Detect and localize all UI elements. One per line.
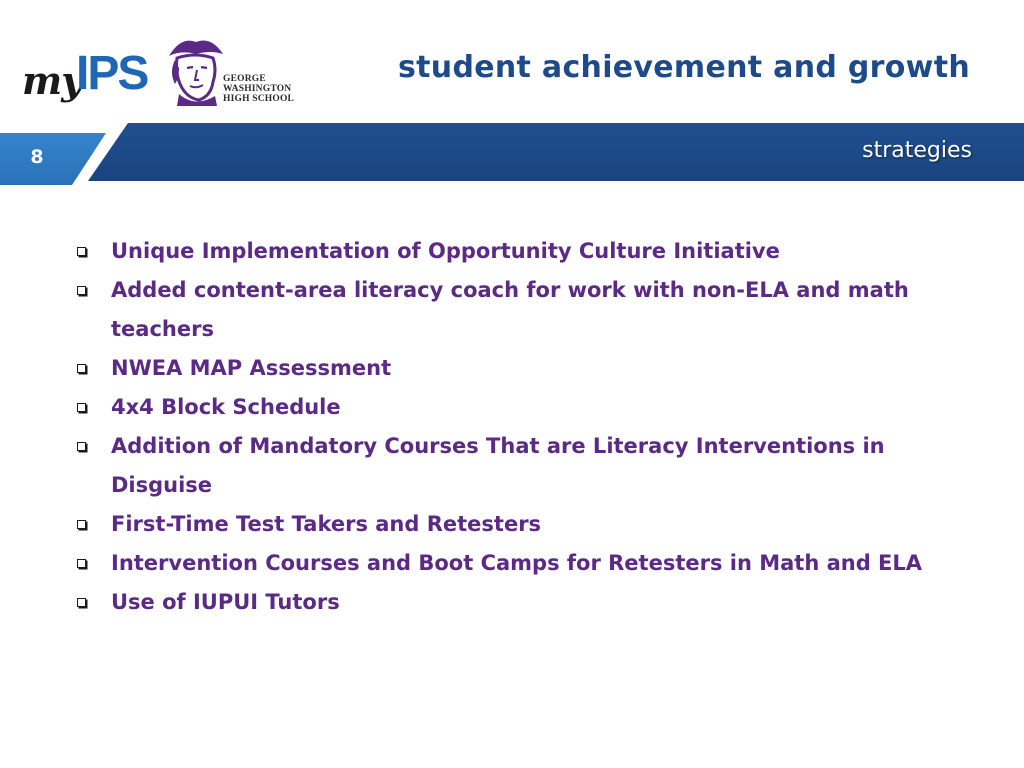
list-item <box>72 583 932 622</box>
list-item-text: Added content-area literacy coach for work with non-ELA and math teachers <box>111 278 909 341</box>
list-item <box>72 349 932 388</box>
checkbox-bullet-icon <box>77 442 86 451</box>
list-item-text: Addition of Mandatory Courses That are Literacy Interventions in Disguise <box>111 434 885 497</box>
checkbox-bullet-icon <box>77 598 86 607</box>
school-name-line: WASHINGTON <box>223 84 292 94</box>
list-item-text: First-Time Test Takers and Retesters <box>111 512 542 536</box>
school-name <box>223 74 294 104</box>
page-number: 8 <box>30 146 44 168</box>
george-washington-crest-icon <box>165 34 227 108</box>
slide-title: student achievement and growth <box>398 50 970 85</box>
checkbox-bullet-icon <box>77 520 86 529</box>
list-item-text: NWEA MAP Assessment <box>111 356 392 380</box>
myips-logo <box>22 44 148 108</box>
checkbox-bullet-icon <box>77 364 86 373</box>
checkbox-bullet-icon <box>77 559 86 568</box>
checkbox-bullet-icon <box>77 403 86 412</box>
list-item <box>72 388 932 427</box>
school-name-line: GEORGE <box>223 74 266 84</box>
school-logo <box>165 34 295 108</box>
checkbox-bullet-icon <box>77 286 86 295</box>
list-item <box>72 427 932 505</box>
list-item <box>72 544 932 583</box>
list-item-text: Intervention Courses and Boot Camps for Retesters in Math and ELA <box>111 551 923 575</box>
school-name-line: HIGH SCHOOL <box>223 94 295 104</box>
list-item <box>72 271 932 349</box>
list-item <box>72 505 932 544</box>
checkbox-bullet-icon <box>77 247 86 256</box>
section-label: strategies <box>862 138 972 163</box>
strategy-list <box>72 232 932 622</box>
list-item <box>72 232 932 271</box>
list-item-text: Use of IUPUI Tutors <box>111 590 340 614</box>
logo-my-text: my <box>22 58 83 103</box>
list-item-text: 4x4 Block Schedule <box>111 395 341 419</box>
list-item-text: Unique Implementation of Opportunity Culture Initiative <box>111 239 780 263</box>
logo-ips-text: IPS <box>76 47 148 100</box>
